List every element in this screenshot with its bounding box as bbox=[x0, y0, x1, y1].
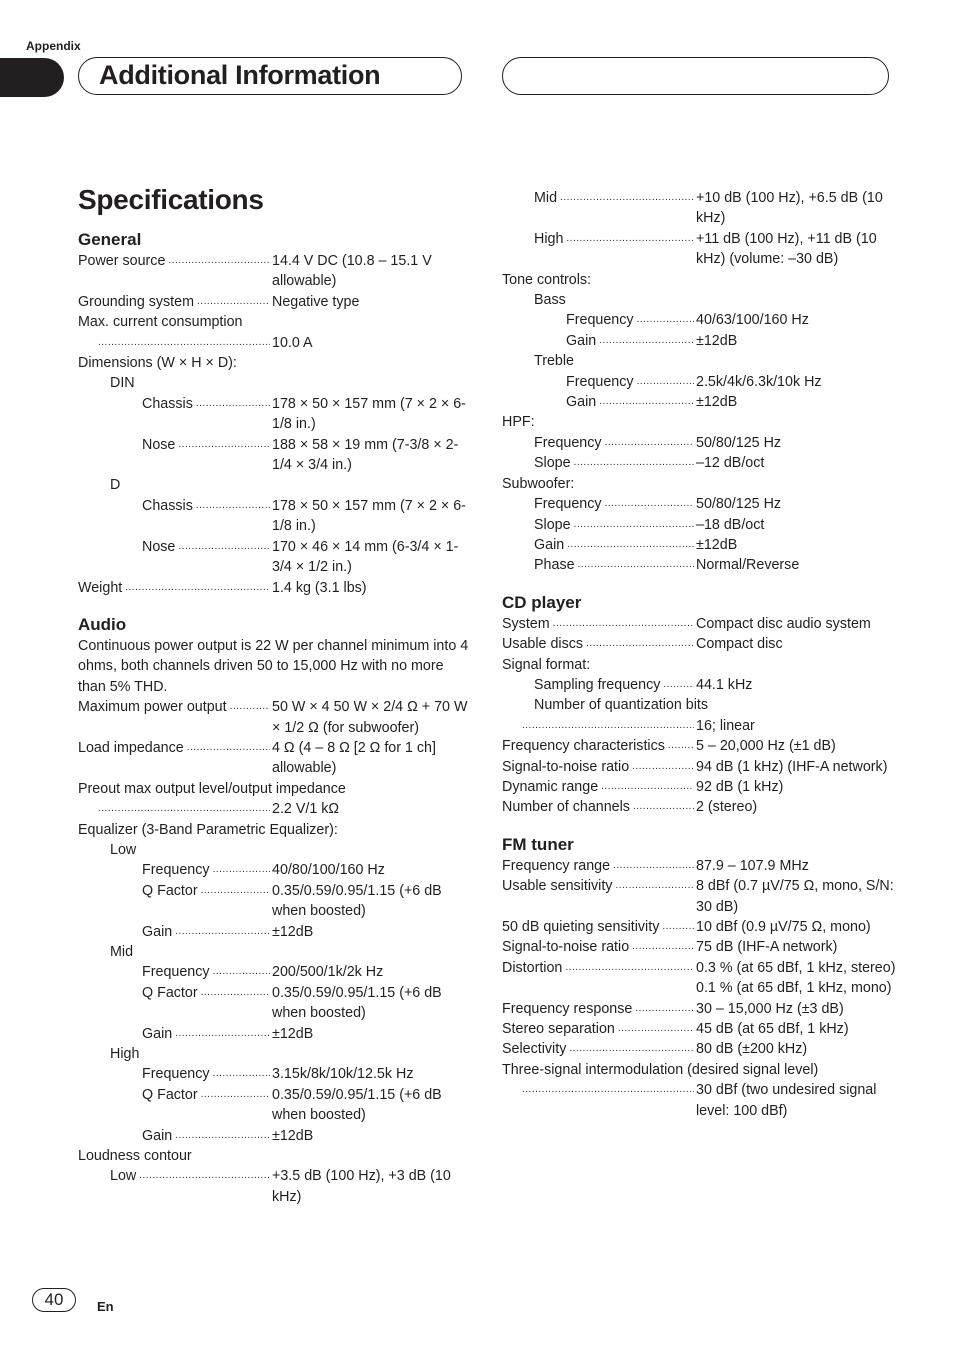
spec-row bbox=[502, 229, 897, 270]
dot-leader bbox=[201, 983, 270, 1003]
dot-leader bbox=[178, 537, 270, 557]
spec-group-label: Number of quantization bits bbox=[534, 697, 709, 714]
spec-label: Phase bbox=[534, 557, 575, 574]
spec-row bbox=[78, 799, 473, 819]
dot-leader bbox=[125, 578, 270, 598]
spec-value: ±12dB bbox=[696, 536, 738, 553]
spec-value: 10.0 A bbox=[272, 334, 313, 351]
spec-value: Compact disc bbox=[696, 636, 783, 653]
spec-value: ±12dB bbox=[272, 1127, 314, 1144]
spec-value: +10 dB (100 Hz), +6.5 dB (10 kHz) bbox=[696, 190, 883, 227]
dot-leader bbox=[574, 453, 694, 473]
spec-label: Sampling frequency bbox=[534, 676, 661, 693]
section-heading: FM tuner bbox=[502, 834, 574, 854]
spec-value: 50/80/125 Hz bbox=[696, 434, 782, 451]
spec-row bbox=[502, 876, 897, 917]
spec-group-label: Mid bbox=[110, 944, 134, 960]
dot-leader bbox=[586, 634, 694, 654]
spec-value: 5 – 20,000 Hz (±1 dB) bbox=[696, 738, 836, 755]
spec-row bbox=[78, 1126, 473, 1146]
spec-label: Signal-to-noise ratio bbox=[502, 758, 630, 775]
spec-value: 50 W × 4 50 W × 2/4 Ω + 70 W × 1/2 Ω (for subwoofer) bbox=[272, 699, 468, 736]
spec-value: 10 dBf (0.9 µV/75 Ω, mono) bbox=[696, 919, 871, 935]
spec-value: ±12dB bbox=[696, 332, 738, 349]
spec-row bbox=[78, 1024, 473, 1044]
spec-label: Frequency characteristics bbox=[502, 738, 665, 755]
dot-leader bbox=[599, 331, 694, 351]
spec-value: 8 dBf (0.7 µV/75 Ω, mono, S/N: 30 dB) bbox=[696, 878, 894, 915]
spec-row bbox=[502, 757, 897, 777]
spec-value: 0.35/0.59/0.95/1.15 (+6 dB when boosted) bbox=[272, 984, 442, 1022]
spec-label: Number of channels bbox=[502, 799, 630, 816]
spec-label: Grounding system bbox=[78, 293, 195, 310]
spec-row bbox=[502, 797, 897, 817]
spec-value: 94 dB (1 kHz) (IHF-A network) bbox=[696, 758, 888, 775]
spec-row bbox=[502, 856, 897, 876]
spec-group-label: HPF: bbox=[502, 414, 535, 431]
spec-value: 2 (stereo) bbox=[696, 799, 758, 816]
dot-leader bbox=[139, 1166, 270, 1186]
dot-leader bbox=[668, 736, 694, 756]
dot-leader bbox=[615, 876, 694, 896]
spec-row bbox=[78, 1064, 473, 1084]
spec-label: Power source bbox=[78, 253, 166, 269]
spec-group-label: Three-signal intermodulation (desired signal level) bbox=[502, 1061, 819, 1078]
spec-row bbox=[502, 958, 897, 999]
spec-label: Frequency range bbox=[502, 857, 611, 874]
spec-label: Chassis bbox=[142, 395, 193, 412]
dot-leader bbox=[98, 333, 270, 353]
spec-row bbox=[78, 251, 473, 292]
spec-label: Dynamic range bbox=[502, 778, 599, 795]
spec-value: 0.3 % (at 65 dBf, 1 kHz, stereo) 0.1 % (at 65 dBf, 1 kHz, mono) bbox=[696, 959, 896, 997]
spec-group-label: Low bbox=[110, 841, 137, 858]
appendix-label: Appendix bbox=[26, 39, 81, 53]
spec-row bbox=[78, 1166, 473, 1207]
spec-label: Slope bbox=[534, 516, 571, 533]
spec-group-label: Tone controls: bbox=[502, 271, 592, 288]
dot-leader bbox=[605, 494, 694, 514]
dot-leader bbox=[187, 738, 270, 758]
language-label: En bbox=[97, 1299, 114, 1314]
dot-leader bbox=[230, 697, 270, 717]
spec-group-label: Subwoofer: bbox=[502, 475, 575, 492]
spec-label: Q Factor bbox=[142, 984, 198, 1001]
spec-row bbox=[78, 578, 473, 598]
spec-label: Gain bbox=[534, 536, 565, 553]
spec-label: Frequency response bbox=[502, 1000, 633, 1017]
spec-row bbox=[502, 392, 897, 412]
spec-paragraph: Continuous power output is 22 W per channel minimum into 4 ohms, both channels driven 50 to 15,000 Hz with no more than 5% THD. bbox=[78, 637, 469, 695]
spec-label: Nose bbox=[142, 436, 176, 453]
spec-row bbox=[502, 917, 897, 937]
spec-label: Gain bbox=[566, 332, 597, 349]
dot-leader bbox=[599, 392, 694, 412]
dot-leader bbox=[632, 757, 694, 777]
spec-row bbox=[502, 736, 897, 756]
spec-label: Usable sensitivity bbox=[502, 878, 613, 895]
dot-leader bbox=[175, 922, 270, 942]
spec-row bbox=[502, 494, 897, 514]
spec-row bbox=[502, 453, 897, 473]
dot-leader bbox=[522, 716, 694, 736]
spec-value: 3.15k/8k/10k/12.5k Hz bbox=[272, 1066, 414, 1083]
spec-label: Load impedance bbox=[78, 739, 184, 756]
spec-group-label: Dimensions (W × H × D): bbox=[78, 355, 237, 372]
spec-label: Usable discs bbox=[502, 636, 584, 653]
spec-value: 50/80/125 Hz bbox=[696, 496, 782, 513]
spec-row bbox=[78, 1085, 473, 1126]
spec-value: 45 dB (at 65 dBf, 1 kHz) bbox=[696, 1021, 849, 1038]
spec-value: ±12dB bbox=[696, 394, 738, 411]
spec-value: –12 dB/oct bbox=[696, 455, 765, 472]
spec-group-label: High bbox=[110, 1046, 140, 1063]
spec-value: 188 × 58 × 19 mm (7-3/8 × 2-1/4 × 3/4 in.) bbox=[272, 436, 459, 474]
spec-group-label: Signal format: bbox=[502, 656, 591, 673]
spec-row bbox=[502, 555, 897, 575]
spec-row bbox=[502, 188, 897, 229]
spec-row bbox=[502, 310, 897, 330]
spec-value: 14.4 V DC (10.8 – 15.1 V allowable) bbox=[272, 253, 432, 290]
section-tab-marker bbox=[0, 58, 64, 97]
dot-leader bbox=[566, 229, 694, 249]
spec-label: High bbox=[534, 230, 564, 247]
dot-leader bbox=[637, 372, 694, 392]
dot-leader bbox=[98, 799, 270, 819]
dot-leader bbox=[633, 797, 694, 817]
spec-value: 2.2 V/1 kΩ bbox=[272, 801, 340, 818]
spec-row bbox=[502, 331, 897, 351]
spec-value: 4 Ω (4 – 8 Ω [2 Ω for 1 ch] allowable) bbox=[272, 739, 436, 777]
dot-leader bbox=[201, 1085, 270, 1105]
dot-leader bbox=[578, 555, 694, 575]
spec-label: Frequency bbox=[142, 964, 210, 981]
spec-label: Stereo separation bbox=[502, 1021, 615, 1038]
spec-value: 0.35/0.59/0.95/1.15 (+6 dB when boosted) bbox=[272, 1086, 442, 1124]
spec-label: Gain bbox=[566, 394, 597, 411]
spec-value: 44.1 kHz bbox=[696, 676, 753, 693]
spec-row bbox=[78, 983, 473, 1024]
spec-row bbox=[78, 860, 473, 880]
spec-group-label: Equalizer (3-Band Parametric Equalizer): bbox=[78, 821, 338, 838]
spec-value: Compact disc audio system bbox=[696, 615, 871, 632]
spec-group-label: DIN bbox=[110, 375, 135, 392]
spec-label: Frequency bbox=[566, 373, 634, 390]
dot-leader bbox=[560, 188, 694, 208]
spec-label: Gain bbox=[142, 1127, 173, 1144]
spec-label: Frequency bbox=[142, 1066, 210, 1083]
page-title: Specifications bbox=[78, 184, 264, 215]
dot-leader bbox=[663, 675, 694, 695]
spec-value: 2.5k/4k/6.3k/10k Hz bbox=[696, 373, 822, 390]
dot-leader bbox=[613, 856, 694, 876]
spec-row bbox=[502, 777, 897, 797]
spec-row bbox=[78, 697, 473, 738]
spec-row bbox=[502, 1039, 897, 1059]
spec-value: 80 dB (±200 kHz) bbox=[696, 1041, 808, 1058]
spec-row bbox=[502, 433, 897, 453]
spec-label: Q Factor bbox=[142, 1086, 198, 1103]
spec-label: Frequency bbox=[566, 312, 634, 329]
dot-leader bbox=[213, 962, 270, 982]
spec-row bbox=[78, 435, 473, 476]
spec-row bbox=[78, 333, 473, 353]
spec-value: ±12dB bbox=[272, 1025, 314, 1042]
section-title: Additional Information bbox=[99, 60, 381, 90]
dot-leader bbox=[168, 251, 270, 271]
spec-row bbox=[78, 962, 473, 982]
spec-label: Signal-to-noise ratio bbox=[502, 939, 630, 956]
spec-value: ±12dB bbox=[272, 923, 314, 940]
dot-leader bbox=[605, 433, 694, 453]
spec-group-label: Treble bbox=[534, 353, 574, 370]
spec-value: Normal/Reverse bbox=[696, 557, 800, 574]
dot-leader bbox=[178, 435, 270, 455]
spec-row bbox=[502, 515, 897, 535]
left-column bbox=[78, 229, 473, 1207]
dot-leader bbox=[567, 535, 694, 555]
spec-row bbox=[78, 738, 473, 779]
section-heading: CD player bbox=[502, 592, 582, 612]
spec-label: Gain bbox=[142, 923, 173, 940]
spec-value: 200/500/1k/2k Hz bbox=[272, 964, 384, 981]
spec-value: 170 × 46 × 14 mm (6-3/4 × 1-3/4 × 1/2 in.) bbox=[272, 538, 459, 576]
spec-row bbox=[502, 999, 897, 1019]
spec-value: –18 dB/oct bbox=[696, 516, 765, 533]
dot-leader bbox=[618, 1019, 694, 1039]
spec-label: System bbox=[502, 615, 550, 632]
dot-leader bbox=[201, 881, 270, 901]
spec-value: +3.5 dB (100 Hz), +3 dB (10 kHz) bbox=[272, 1168, 451, 1205]
spec-label: Frequency bbox=[534, 434, 602, 451]
dot-leader bbox=[565, 958, 694, 978]
dot-leader bbox=[175, 1126, 270, 1146]
spec-label: Gain bbox=[142, 1025, 173, 1042]
spec-row bbox=[502, 675, 897, 695]
dot-leader bbox=[635, 999, 694, 1019]
dot-leader bbox=[196, 496, 270, 516]
dot-leader bbox=[213, 860, 270, 880]
spec-value: 92 dB (1 kHz) bbox=[696, 778, 784, 795]
spec-row bbox=[502, 372, 897, 392]
dot-leader bbox=[175, 1024, 270, 1044]
empty-header-pill bbox=[502, 57, 889, 95]
spec-group-label: Max. current consumption bbox=[78, 314, 243, 331]
spec-label: Distortion bbox=[502, 959, 563, 976]
spec-label: Mid bbox=[534, 190, 558, 206]
section-heading: General bbox=[78, 230, 142, 249]
spec-label: Frequency bbox=[142, 862, 210, 879]
section-heading: Audio bbox=[78, 614, 127, 634]
spec-group-label: Loudness contour bbox=[78, 1148, 192, 1165]
dot-leader bbox=[522, 1080, 694, 1100]
spec-row bbox=[502, 1019, 897, 1039]
spec-label: Low bbox=[110, 1168, 137, 1185]
spec-group-label: Preout max output level/output impedance bbox=[78, 780, 346, 797]
spec-value: 87.9 – 107.9 MHz bbox=[696, 857, 809, 874]
dot-leader bbox=[213, 1064, 270, 1084]
spec-value: 75 dB (IHF-A network) bbox=[696, 939, 838, 956]
spec-row bbox=[502, 1080, 897, 1121]
spec-row bbox=[78, 537, 473, 578]
spec-group-label: D bbox=[110, 477, 121, 494]
spec-label: Maximum power output bbox=[78, 699, 227, 716]
spec-row bbox=[78, 292, 473, 312]
spec-label: Chassis bbox=[142, 497, 193, 514]
page-number: 40 bbox=[32, 1288, 76, 1312]
spec-row bbox=[502, 614, 897, 634]
dot-leader bbox=[662, 917, 694, 937]
spec-label: Selectivity bbox=[502, 1041, 567, 1058]
spec-label: Nose bbox=[142, 538, 176, 555]
dot-leader bbox=[601, 777, 694, 797]
right-column bbox=[502, 188, 897, 1121]
dot-leader bbox=[632, 937, 694, 957]
spec-value: 178 × 50 × 157 mm (7 × 2 × 6-1/8 in.) bbox=[272, 497, 466, 535]
spec-row bbox=[502, 535, 897, 555]
spec-value: 40/80/100/160 Hz bbox=[272, 862, 385, 879]
spec-value: 178 × 50 × 157 mm (7 × 2 × 6-1/8 in.) bbox=[272, 395, 466, 433]
spec-value: 0.35/0.59/0.95/1.15 (+6 dB when boosted) bbox=[272, 882, 442, 920]
dot-leader bbox=[637, 310, 694, 330]
spec-value: 40/63/100/160 Hz bbox=[696, 312, 809, 329]
spec-row bbox=[78, 496, 473, 537]
dot-leader bbox=[569, 1039, 694, 1059]
spec-row bbox=[502, 937, 897, 957]
dot-leader bbox=[197, 292, 270, 312]
spec-label: Slope bbox=[534, 455, 571, 472]
spec-label: 50 dB quieting sensitivity bbox=[502, 919, 660, 935]
dot-leader bbox=[574, 515, 694, 535]
spec-row bbox=[78, 394, 473, 435]
spec-value: Negative type bbox=[272, 293, 360, 310]
spec-row bbox=[78, 922, 473, 942]
spec-row bbox=[78, 881, 473, 922]
spec-row bbox=[502, 716, 897, 736]
spec-label: Weight bbox=[78, 579, 123, 596]
dot-leader bbox=[553, 614, 694, 634]
spec-value: 1.4 kg (3.1 lbs) bbox=[272, 579, 367, 596]
spec-value: 30 dBf (two undesired signal level: 100 dBf) bbox=[696, 1082, 877, 1119]
spec-label: Q Factor bbox=[142, 882, 198, 899]
spec-value: +11 dB (100 Hz), +11 dB (10 kHz) (volume: –30 dB) bbox=[696, 230, 877, 268]
section-title-pill bbox=[78, 57, 462, 95]
spec-label: Frequency bbox=[534, 496, 602, 513]
spec-value: 30 – 15,000 Hz (±3 dB) bbox=[696, 1000, 844, 1017]
dot-leader bbox=[196, 394, 270, 414]
spec-group-label: Bass bbox=[534, 292, 566, 309]
spec-row bbox=[502, 634, 897, 654]
spec-value: 16; linear bbox=[696, 717, 755, 734]
